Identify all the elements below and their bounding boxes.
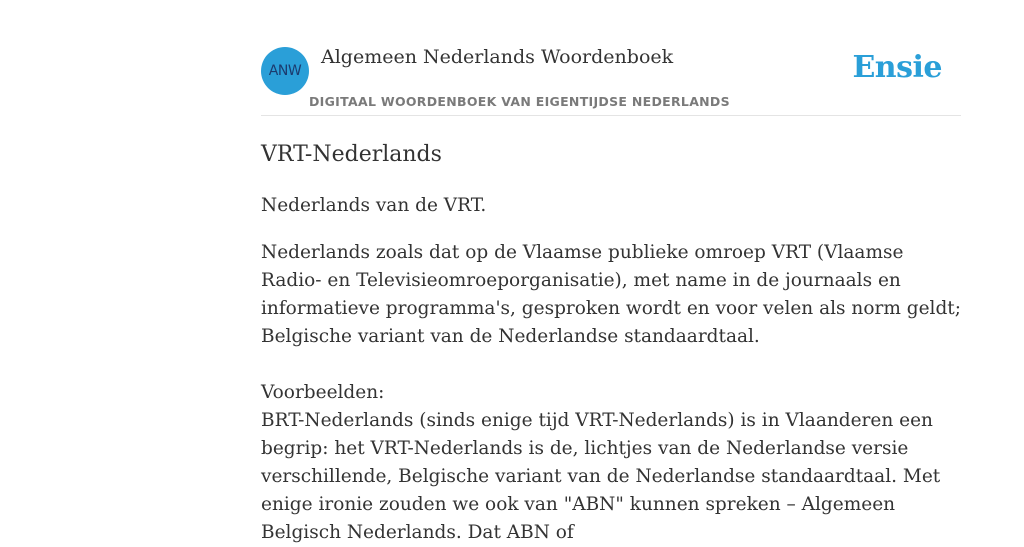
entry-title: VRT-Nederlands xyxy=(261,142,442,167)
long-definition: Nederlands zoals dat op de Vlaamse publieke omroep VRT (Vlaamse Radio- en Televisieomroeporganisatie), met name in de journaals en informatieve programma's, gesproken wordt en voor velen als norm geldt; Belgische variant van de Nederlandse standaardtaal. xyxy=(261,242,961,347)
examples-heading: Voorbeelden: xyxy=(261,382,385,403)
site-header xyxy=(261,44,961,116)
site-title[interactable]: Algemeen Nederlands Woordenboek xyxy=(321,46,674,68)
entry-content xyxy=(261,140,966,547)
anw-logo[interactable]: ANW xyxy=(261,47,309,95)
site-subtitle: DIGITAAL WOORDENBOEK VAN EIGENTIJDSE NEDERLANDS xyxy=(309,94,730,109)
ensie-logo[interactable]: Ensie xyxy=(852,50,942,85)
example-text: BRT-Nederlands (sinds enige tijd VRT-Nederlands) is in Vlaanderen een begrip: het VRT-Nederlands is de, lichtjes van de Nederlandse versie verschillende, Belgische variant van de Nederlandse standaardtaal. Met enige ironie zouden we ook van "ABN" kunnen spreken – Algemeen Belgisch Nederlands. Dat ABN of xyxy=(261,410,941,543)
short-definition: Nederlands van de VRT. xyxy=(261,195,487,216)
